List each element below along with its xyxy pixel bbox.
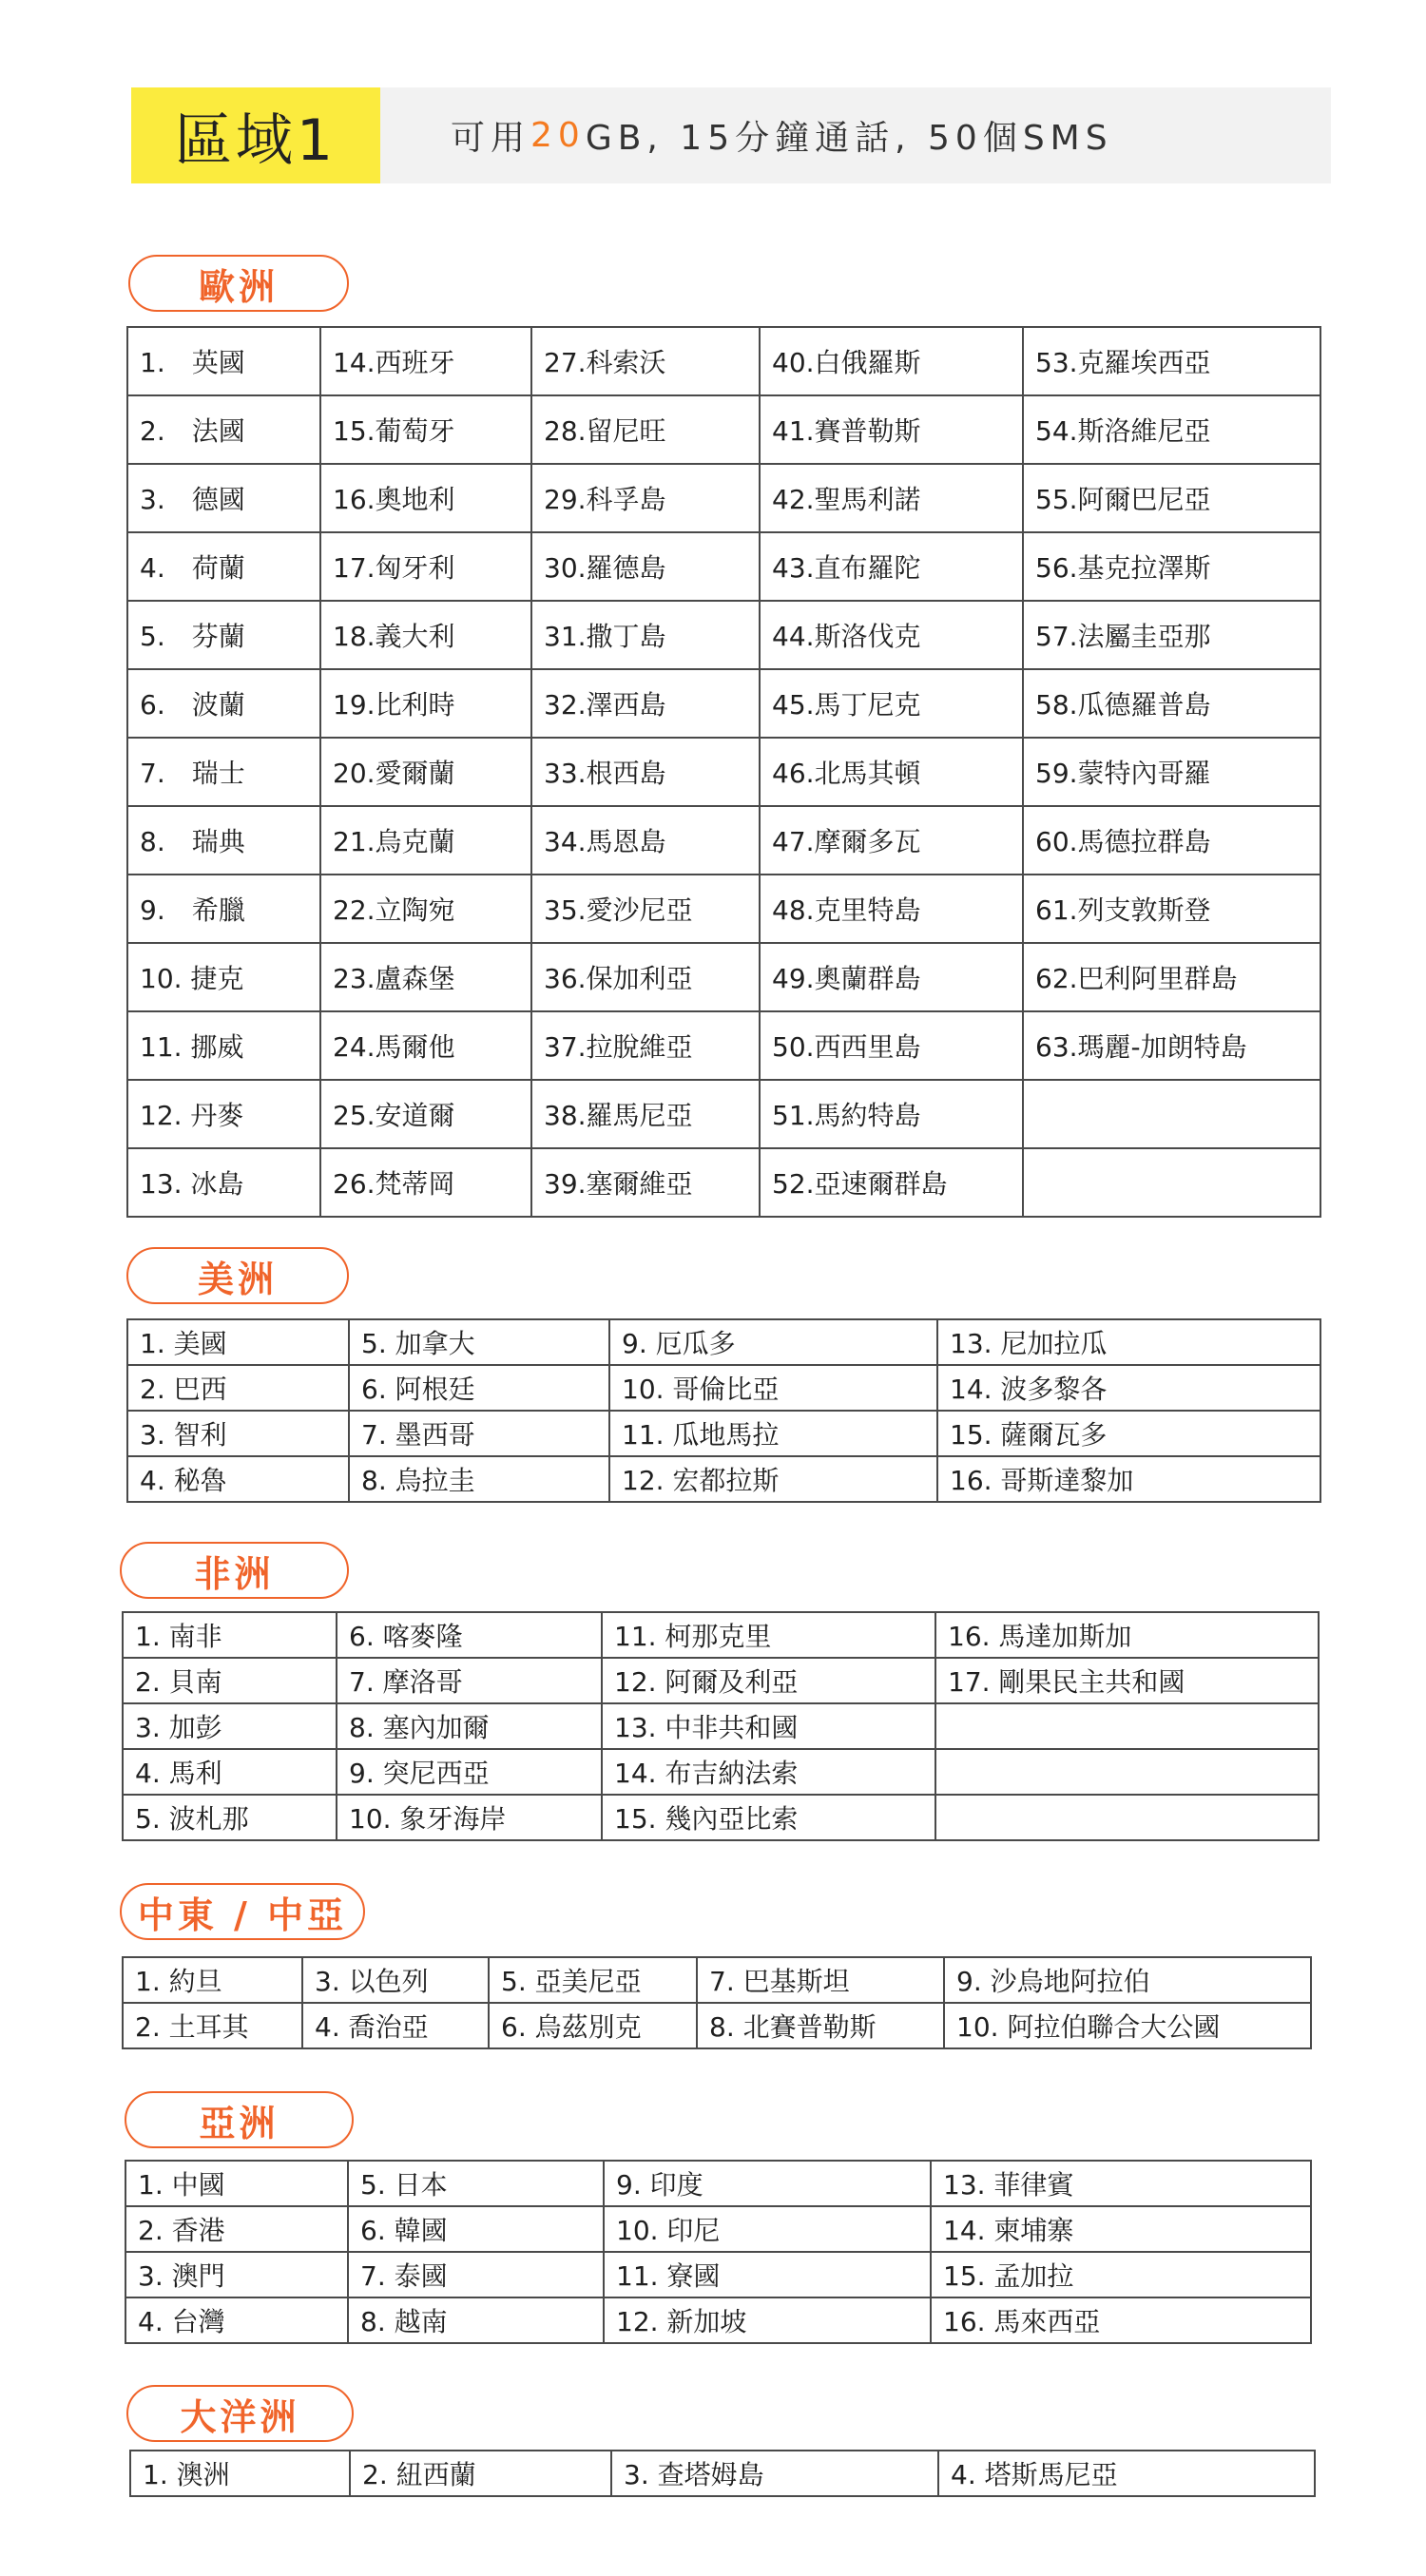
country-cell: 9. 突尼西亞	[337, 1749, 602, 1795]
country-cell: 22.立陶宛	[320, 875, 531, 943]
country-cell: 3. 智利	[127, 1411, 349, 1456]
plan-info-pre: 可用	[451, 119, 531, 158]
country-cell: 8. 越南	[348, 2297, 604, 2343]
country-cell: 2. 香港	[125, 2206, 348, 2252]
country-cell: 3. 以色列	[302, 1957, 489, 2003]
country-cell: 15. 幾內亞比索	[602, 1795, 935, 1840]
table-row	[127, 464, 1320, 532]
country-cell: 16.奧地利	[320, 464, 531, 532]
country-cell: 58.瓜德羅普島	[1023, 669, 1320, 738]
country-cell: 5. 芬蘭	[127, 601, 320, 669]
europe-table	[126, 326, 1321, 1218]
table-row	[127, 327, 1320, 395]
section-title-asia: 亞洲	[125, 2091, 354, 2148]
country-cell: 60.馬德拉群島	[1023, 806, 1320, 875]
country-cell: 2. 紐西蘭	[350, 2451, 611, 2496]
country-cell: 2. 法國	[127, 395, 320, 464]
country-cell: 9. 厄瓜多	[609, 1319, 937, 1365]
country-cell: 7. 瑞士	[127, 738, 320, 806]
country-cell: 16. 哥斯達黎加	[937, 1456, 1320, 1502]
table-row	[127, 738, 1320, 806]
zone-header	[131, 87, 1331, 183]
table-row	[123, 1612, 1319, 1658]
country-cell: 12. 宏都拉斯	[609, 1456, 937, 1502]
country-cell: 44.斯洛伐克	[760, 601, 1023, 669]
country-cell: 7. 摩洛哥	[337, 1658, 602, 1703]
country-cell: 35.愛沙尼亞	[531, 875, 760, 943]
country-cell: 27.科索沃	[531, 327, 760, 395]
country-cell: 25.安道爾	[320, 1080, 531, 1148]
table-row	[123, 1658, 1319, 1703]
country-cell: 10. 阿拉伯聯合大公國	[944, 2003, 1311, 2048]
country-cell: 54.斯洛維尼亞	[1023, 395, 1320, 464]
country-cell: 17.匈牙利	[320, 532, 531, 601]
plan-data-amount: 20	[530, 116, 586, 155]
country-cell: 3. 德國	[127, 464, 320, 532]
table-row	[127, 1148, 1320, 1217]
country-cell: 4. 秘魯	[127, 1456, 349, 1502]
country-cell: 61.列支敦斯登	[1023, 875, 1320, 943]
country-cell	[935, 1749, 1319, 1795]
country-cell: 26.梵蒂岡	[320, 1148, 531, 1217]
country-cell: 4. 馬利	[123, 1749, 337, 1795]
asia-table	[125, 2160, 1312, 2344]
table-row	[127, 1011, 1320, 1080]
country-cell: 1. 澳洲	[130, 2451, 350, 2496]
country-cell: 48.克里特島	[760, 875, 1023, 943]
africa-table	[122, 1611, 1320, 1841]
country-cell: 13. 冰島	[127, 1148, 320, 1217]
country-cell: 7. 泰國	[348, 2252, 604, 2297]
country-cell: 13. 菲律賓	[931, 2161, 1311, 2206]
country-cell: 16. 馬來西亞	[931, 2297, 1311, 2343]
table-row	[127, 1319, 1320, 1365]
table-row	[127, 1365, 1320, 1411]
country-cell: 36.保加利亞	[531, 943, 760, 1011]
country-cell: 1. 美國	[127, 1319, 349, 1365]
country-cell: 45.馬丁尼克	[760, 669, 1023, 738]
oceania-table	[129, 2450, 1316, 2497]
table-row	[127, 806, 1320, 875]
country-cell: 14. 波多黎各	[937, 1365, 1320, 1411]
middle-east-table	[122, 1956, 1312, 2049]
section-title-africa: 非洲	[120, 1542, 349, 1599]
country-cell: 6. 烏茲別克	[489, 2003, 697, 2048]
country-cell: 52.亞速爾群島	[760, 1148, 1023, 1217]
table-row	[125, 2161, 1311, 2206]
country-cell: 13. 中非共和國	[602, 1703, 935, 1749]
country-cell: 4. 喬治亞	[302, 2003, 489, 2048]
country-cell: 43.直布羅陀	[760, 532, 1023, 601]
country-cell: 4. 台灣	[125, 2297, 348, 2343]
country-cell	[935, 1703, 1319, 1749]
country-cell: 9. 沙烏地阿拉伯	[944, 1957, 1311, 2003]
country-cell: 4. 荷蘭	[127, 532, 320, 601]
country-cell: 5. 日本	[348, 2161, 604, 2206]
section-title-europe: 歐洲	[128, 255, 349, 312]
country-cell: 50.西西里島	[760, 1011, 1023, 1080]
country-cell: 6. 阿根廷	[349, 1365, 609, 1411]
country-cell: 15. 孟加拉	[931, 2252, 1311, 2297]
table-row	[125, 2297, 1311, 2343]
country-cell: 6. 波蘭	[127, 669, 320, 738]
table-row	[127, 1456, 1320, 1502]
americas-table	[126, 1318, 1321, 1503]
country-cell: 14.西班牙	[320, 327, 531, 395]
table-row	[127, 875, 1320, 943]
table-row	[127, 669, 1320, 738]
country-cell: 5. 亞美尼亞	[489, 1957, 697, 2003]
section-title-middle-east: 中東 / 中亞	[120, 1883, 365, 1940]
country-cell: 11. 寮國	[604, 2252, 931, 2297]
country-cell	[1023, 1148, 1320, 1217]
country-cell: 15. 薩爾瓦多	[937, 1411, 1320, 1456]
country-cell: 2. 貝南	[123, 1658, 337, 1703]
country-cell: 14. 柬埔寨	[931, 2206, 1311, 2252]
table-row	[123, 2003, 1311, 2048]
country-cell: 4. 塔斯馬尼亞	[938, 2451, 1315, 2496]
table-row	[123, 1795, 1319, 1840]
country-cell: 11. 挪威	[127, 1011, 320, 1080]
country-cell: 63.瑪麗-加朗特島	[1023, 1011, 1320, 1080]
country-cell: 6. 韓國	[348, 2206, 604, 2252]
country-cell: 2. 土耳其	[123, 2003, 302, 2048]
country-cell: 41.賽普勒斯	[760, 395, 1023, 464]
country-cell: 10. 捷克	[127, 943, 320, 1011]
country-cell: 11. 瓜地馬拉	[609, 1411, 937, 1456]
table-row	[123, 1703, 1319, 1749]
country-cell: 11. 柯那克里	[602, 1612, 935, 1658]
country-cell: 18.義大利	[320, 601, 531, 669]
country-cell: 31.撒丁島	[531, 601, 760, 669]
country-cell: 51.馬約特島	[760, 1080, 1023, 1148]
country-cell: 1. 中國	[125, 2161, 348, 2206]
country-cell: 34.馬恩島	[531, 806, 760, 875]
table-row	[123, 1957, 1311, 2003]
zone-label: 區域1	[131, 87, 380, 183]
country-cell: 16. 馬達加斯加	[935, 1612, 1319, 1658]
country-cell: 5. 加拿大	[349, 1319, 609, 1365]
country-cell: 23.盧森堡	[320, 943, 531, 1011]
table-row	[127, 395, 1320, 464]
country-cell: 15.葡萄牙	[320, 395, 531, 464]
country-cell: 29.科孚島	[531, 464, 760, 532]
country-cell: 24.馬爾他	[320, 1011, 531, 1080]
country-cell: 12. 阿爾及利亞	[602, 1658, 935, 1703]
country-cell: 8. 烏拉圭	[349, 1456, 609, 1502]
country-cell: 37.拉脫維亞	[531, 1011, 760, 1080]
country-cell: 55.阿爾巴尼亞	[1023, 464, 1320, 532]
table-row	[125, 2252, 1311, 2297]
country-cell: 33.根西島	[531, 738, 760, 806]
plan-info-post: GB, 15分鐘通話, 50個SMS	[585, 119, 1113, 158]
country-cell: 46.北馬其頓	[760, 738, 1023, 806]
country-cell: 47.摩爾多瓦	[760, 806, 1023, 875]
country-cell: 10. 印尼	[604, 2206, 931, 2252]
table-row	[127, 943, 1320, 1011]
country-cell: 14. 布吉納法索	[602, 1749, 935, 1795]
country-cell: 13. 尼加拉瓜	[937, 1319, 1320, 1365]
country-cell: 1. 英國	[127, 327, 320, 395]
country-cell: 38.羅馬尼亞	[531, 1080, 760, 1148]
table-row	[127, 1411, 1320, 1456]
country-cell: 32.澤西島	[531, 669, 760, 738]
table-row	[127, 601, 1320, 669]
country-cell: 9. 印度	[604, 2161, 931, 2206]
section-title-americas: 美洲	[126, 1247, 349, 1304]
table-row	[123, 1749, 1319, 1795]
country-cell: 10. 哥倫比亞	[609, 1365, 937, 1411]
country-cell: 10. 象牙海岸	[337, 1795, 602, 1840]
country-cell: 17. 剛果民主共和國	[935, 1658, 1319, 1703]
country-cell: 12. 新加坡	[604, 2297, 931, 2343]
country-cell: 12. 丹麥	[127, 1080, 320, 1148]
country-cell: 7. 墨西哥	[349, 1411, 609, 1456]
country-cell: 8. 瑞典	[127, 806, 320, 875]
country-cell: 42.聖馬利諾	[760, 464, 1023, 532]
country-cell: 28.留尼旺	[531, 395, 760, 464]
country-cell: 62.巴利阿里群島	[1023, 943, 1320, 1011]
country-cell: 40.白俄羅斯	[760, 327, 1023, 395]
country-cell: 56.基克拉澤斯	[1023, 532, 1320, 601]
country-cell: 1. 約旦	[123, 1957, 302, 2003]
country-cell: 30.羅德島	[531, 532, 760, 601]
table-row	[130, 2451, 1315, 2496]
plan-info	[451, 87, 1113, 183]
country-cell: 19.比利時	[320, 669, 531, 738]
table-row	[125, 2206, 1311, 2252]
country-cell: 5. 波札那	[123, 1795, 337, 1840]
country-cell: 2. 巴西	[127, 1365, 349, 1411]
country-cell: 7. 巴基斯坦	[697, 1957, 944, 2003]
country-cell: 39.塞爾維亞	[531, 1148, 760, 1217]
country-cell: 6. 喀麥隆	[337, 1612, 602, 1658]
country-cell: 3. 查塔姆島	[611, 2451, 938, 2496]
country-cell: 59.蒙特內哥羅	[1023, 738, 1320, 806]
country-cell: 9. 希臘	[127, 875, 320, 943]
country-cell: 8. 北賽普勒斯	[697, 2003, 944, 2048]
country-cell: 53.克羅埃西亞	[1023, 327, 1320, 395]
country-cell: 49.奧蘭群島	[760, 943, 1023, 1011]
country-cell: 21.烏克蘭	[320, 806, 531, 875]
country-cell: 3. 加彭	[123, 1703, 337, 1749]
country-cell: 20.愛爾蘭	[320, 738, 531, 806]
section-title-oceania: 大洋洲	[126, 2385, 354, 2442]
country-cell: 3. 澳門	[125, 2252, 348, 2297]
table-row	[127, 532, 1320, 601]
country-cell: 57.法屬圭亞那	[1023, 601, 1320, 669]
country-cell	[935, 1795, 1319, 1840]
table-row	[127, 1080, 1320, 1148]
country-cell: 1. 南非	[123, 1612, 337, 1658]
country-cell	[1023, 1080, 1320, 1148]
country-cell: 8. 塞內加爾	[337, 1703, 602, 1749]
